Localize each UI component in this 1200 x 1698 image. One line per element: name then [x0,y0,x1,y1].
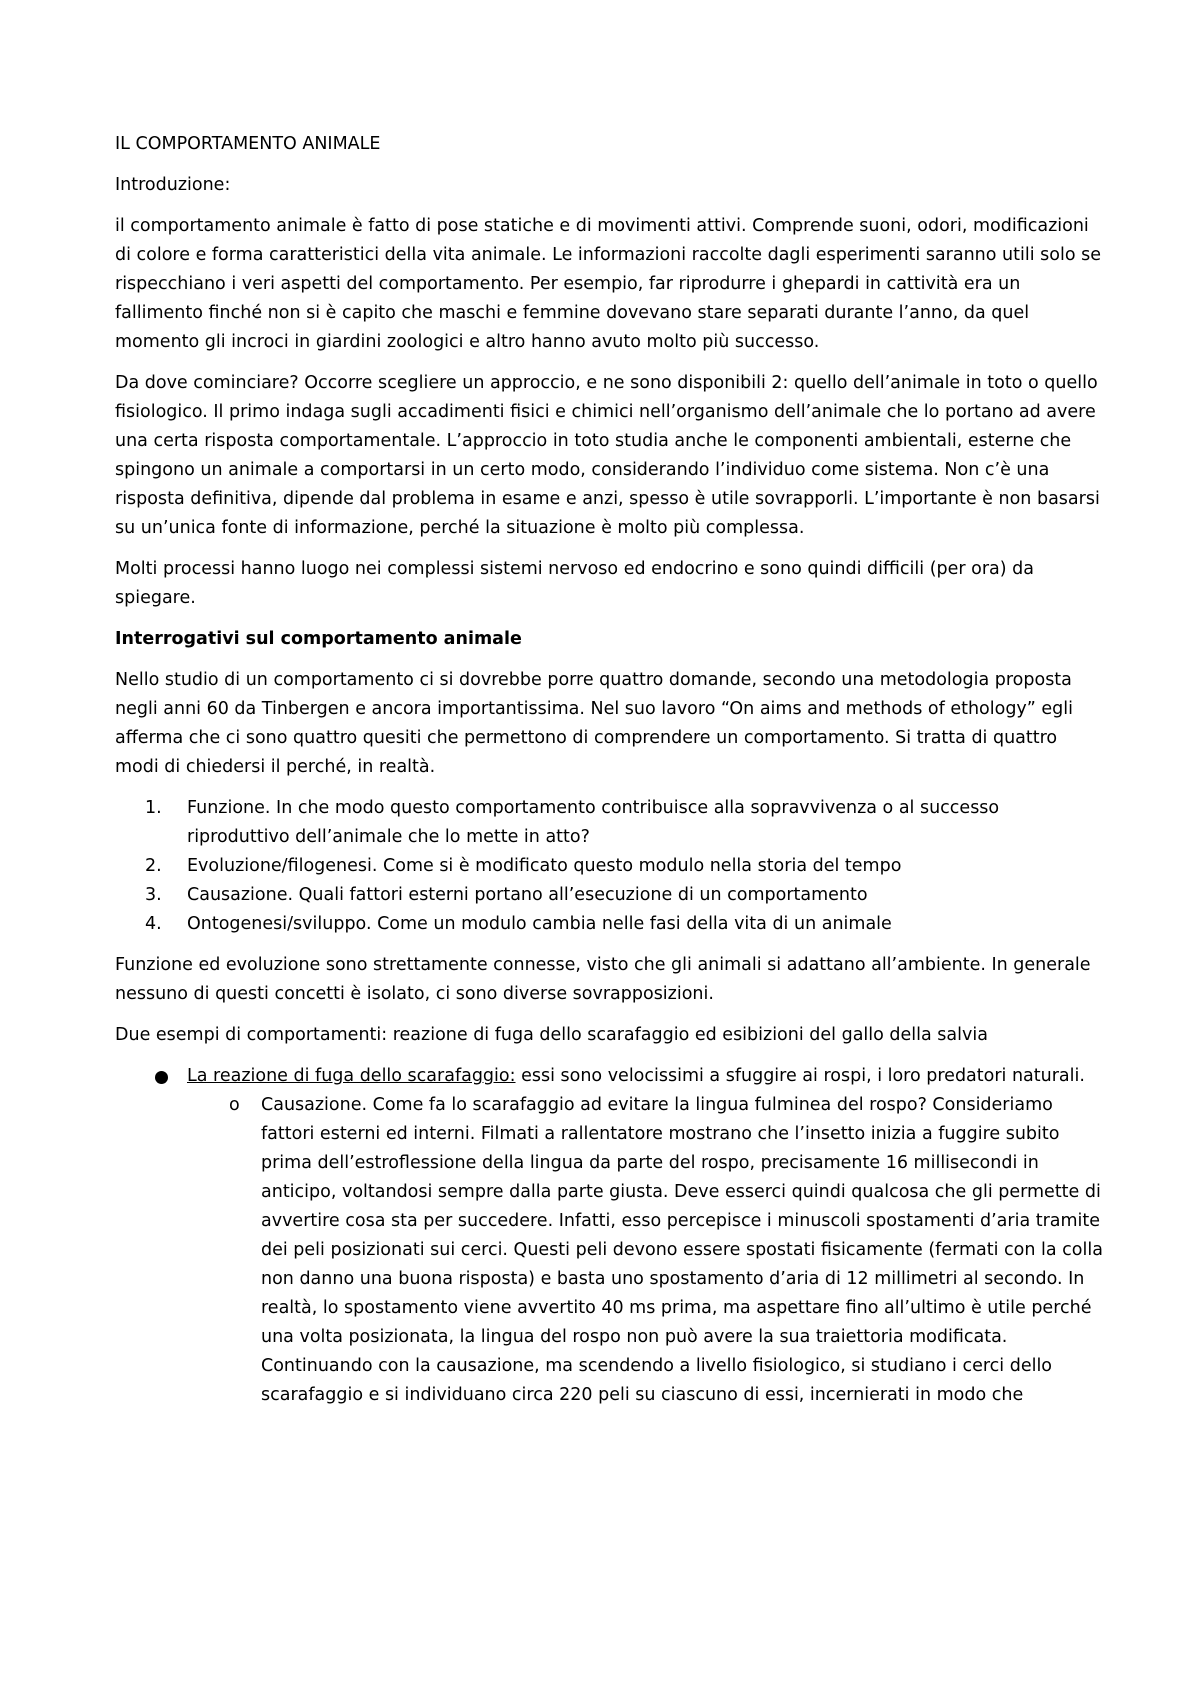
bullet-text: essi sono velocissimi a sfuggire ai rospi, i loro predatori naturali. [515,1066,1085,1086]
intro-heading: Introduzione: [115,175,231,195]
paragraph-examples: Due esempi di comportamenti: reazione di fuga dello scarafaggio ed esibizioni del gallo della salvia [115,1025,988,1045]
paragraph-function-evolution: Funzione ed evoluzione sono strettamente connesse, visto che gli animali si adattano all’ambiente. In generale nessuno di questi concetti è isolato, ci sono diverse sovrapposizioni. [115,955,1091,1004]
list-item [115,881,1105,910]
bullet-dot-icon [155,1071,168,1084]
list-item [115,910,1105,939]
paragraph-processes: Molti processi hanno luogo nei complessi sistemi nervoso ed endocrino e sono quindi difficili (per ora) da spiegare. [115,559,1035,608]
sub-bullet-marker: o [229,1095,240,1115]
document-title: IL COMPORTAMENTO ANIMALE [115,134,381,154]
section-heading: Interrogativi sul comportamento animale [115,629,522,649]
list-item [115,794,1105,852]
sub-bullet-causation [115,1091,1105,1410]
bullet-item-cockroach [115,1062,1105,1091]
sub-bullet-paragraph: Causazione. Come fa lo scarafaggio ad evitare la lingua fulminea del rospo? Consideriamo fattori esterni ed interni. Filmati a rallentatore mostrano che l’insetto inizia a fuggire subito prima dell’estroflessione della lingua da parte del rospo, precisamente 16 millisecondi in anticipo, voltandosi sempre dalla parte giusta. Deve esserci quindi qualcosa che gli permette di avvertire cosa sta per succedere. Infatti, esso percepisce i minuscoli spostamenti d’aria tramite dei peli posizionati sui cerci. Questi peli devono essere spostati fisicamente (fermati con la colla non danno una buona risposta) e basta uno spostamento d’aria di 12 millimetri al secondo. In realtà, lo spostamento viene avvertito 40 ms prima, ma aspettare fino all’ultimo è utile perché una volta posizionata, la lingua del rospo non può avere la sua traiettoria modificata. [261,1095,1103,1347]
bullet-lead-text: La reazione di fuga dello scarafaggio: [187,1066,516,1086]
list-item [115,852,1105,881]
paragraph-intro: il comportamento animale è fatto di pose statiche e di movimenti attivi. Comprende suoni, odori, modificazioni di colore e forma caratteristici della vita animale. Le informazioni raccolte dagli esperimenti saranno utili solo se rispecchiano i veri aspetti del comportamento. Per esempio, far riprodurre i ghepardi in cattività era un fallimento finché non si è capito che maschi e femmine dovevano stare separati durante l’anno, da quel momento gli incroci in giardini zoologici e altro hanno avuto molto più successo. [115,216,1101,352]
list-item-text: Causazione. Quali fattori esterni portano all’esecuzione di un comportamento [187,885,868,905]
list-number: 4. [145,914,162,934]
paragraph-tinbergen: Nello studio di un comportamento ci si dovrebbe porre quattro domande, secondo una metodologia proposta negli anni 60 da Tinbergen e ancora importantissima. Nel suo lavoro “On aims and methods of ethology” egli afferma che ci sono quattro quesiti che permettono di comprendere un comportamento. Si tratta di quattro modi di chiedersi il perché, in realtà. [115,670,1074,777]
list-number: 3. [145,885,162,905]
list-item-text: Evoluzione/filogenesi. Come si è modificato questo modulo nella storia del tempo [187,856,902,876]
sub-bullet-paragraph-continued: Continuando con la causazione, ma scendendo a livello fisiologico, si studiano i cerci dello scarafaggio e si individuano circa 220 peli su ciascuno di essi, incernierati in modo che [261,1356,1053,1405]
list-item-text: Ontogenesi/sviluppo. Come un modulo cambia nelle fasi della vita di un animale [187,914,892,934]
list-item-text: Funzione. In che modo questo comportamento contribuisce alla sopravvivenza o al successo riproduttivo dell’animale che lo mette in atto? [187,798,1000,847]
tinbergen-questions-list [115,794,1105,939]
paragraph-approach: Da dove cominciare? Occorre scegliere un approccio, e ne sono disponibili 2: quello dell’animale in toto o quello fisiologico. Il primo indaga sugli accadimenti fisici e chimici nell’organismo dell’animale che lo portano ad avere una certa risposta comportamentale. L’approccio in toto studia anche le componenti ambientali, esterne che spingono un animale a comportarsi in un certo modo, considerando l’individuo come sistema. Non c’è una risposta definitiva, dipende dal problema in esame e anzi, spesso è utile sovrapporli. L’importante è non basarsi su un’unica fonte di informazione, perché la situazione è molto più complessa. [115,373,1100,538]
list-number: 2. [145,856,162,876]
document-page [115,130,1105,1410]
list-number: 1. [145,798,162,818]
